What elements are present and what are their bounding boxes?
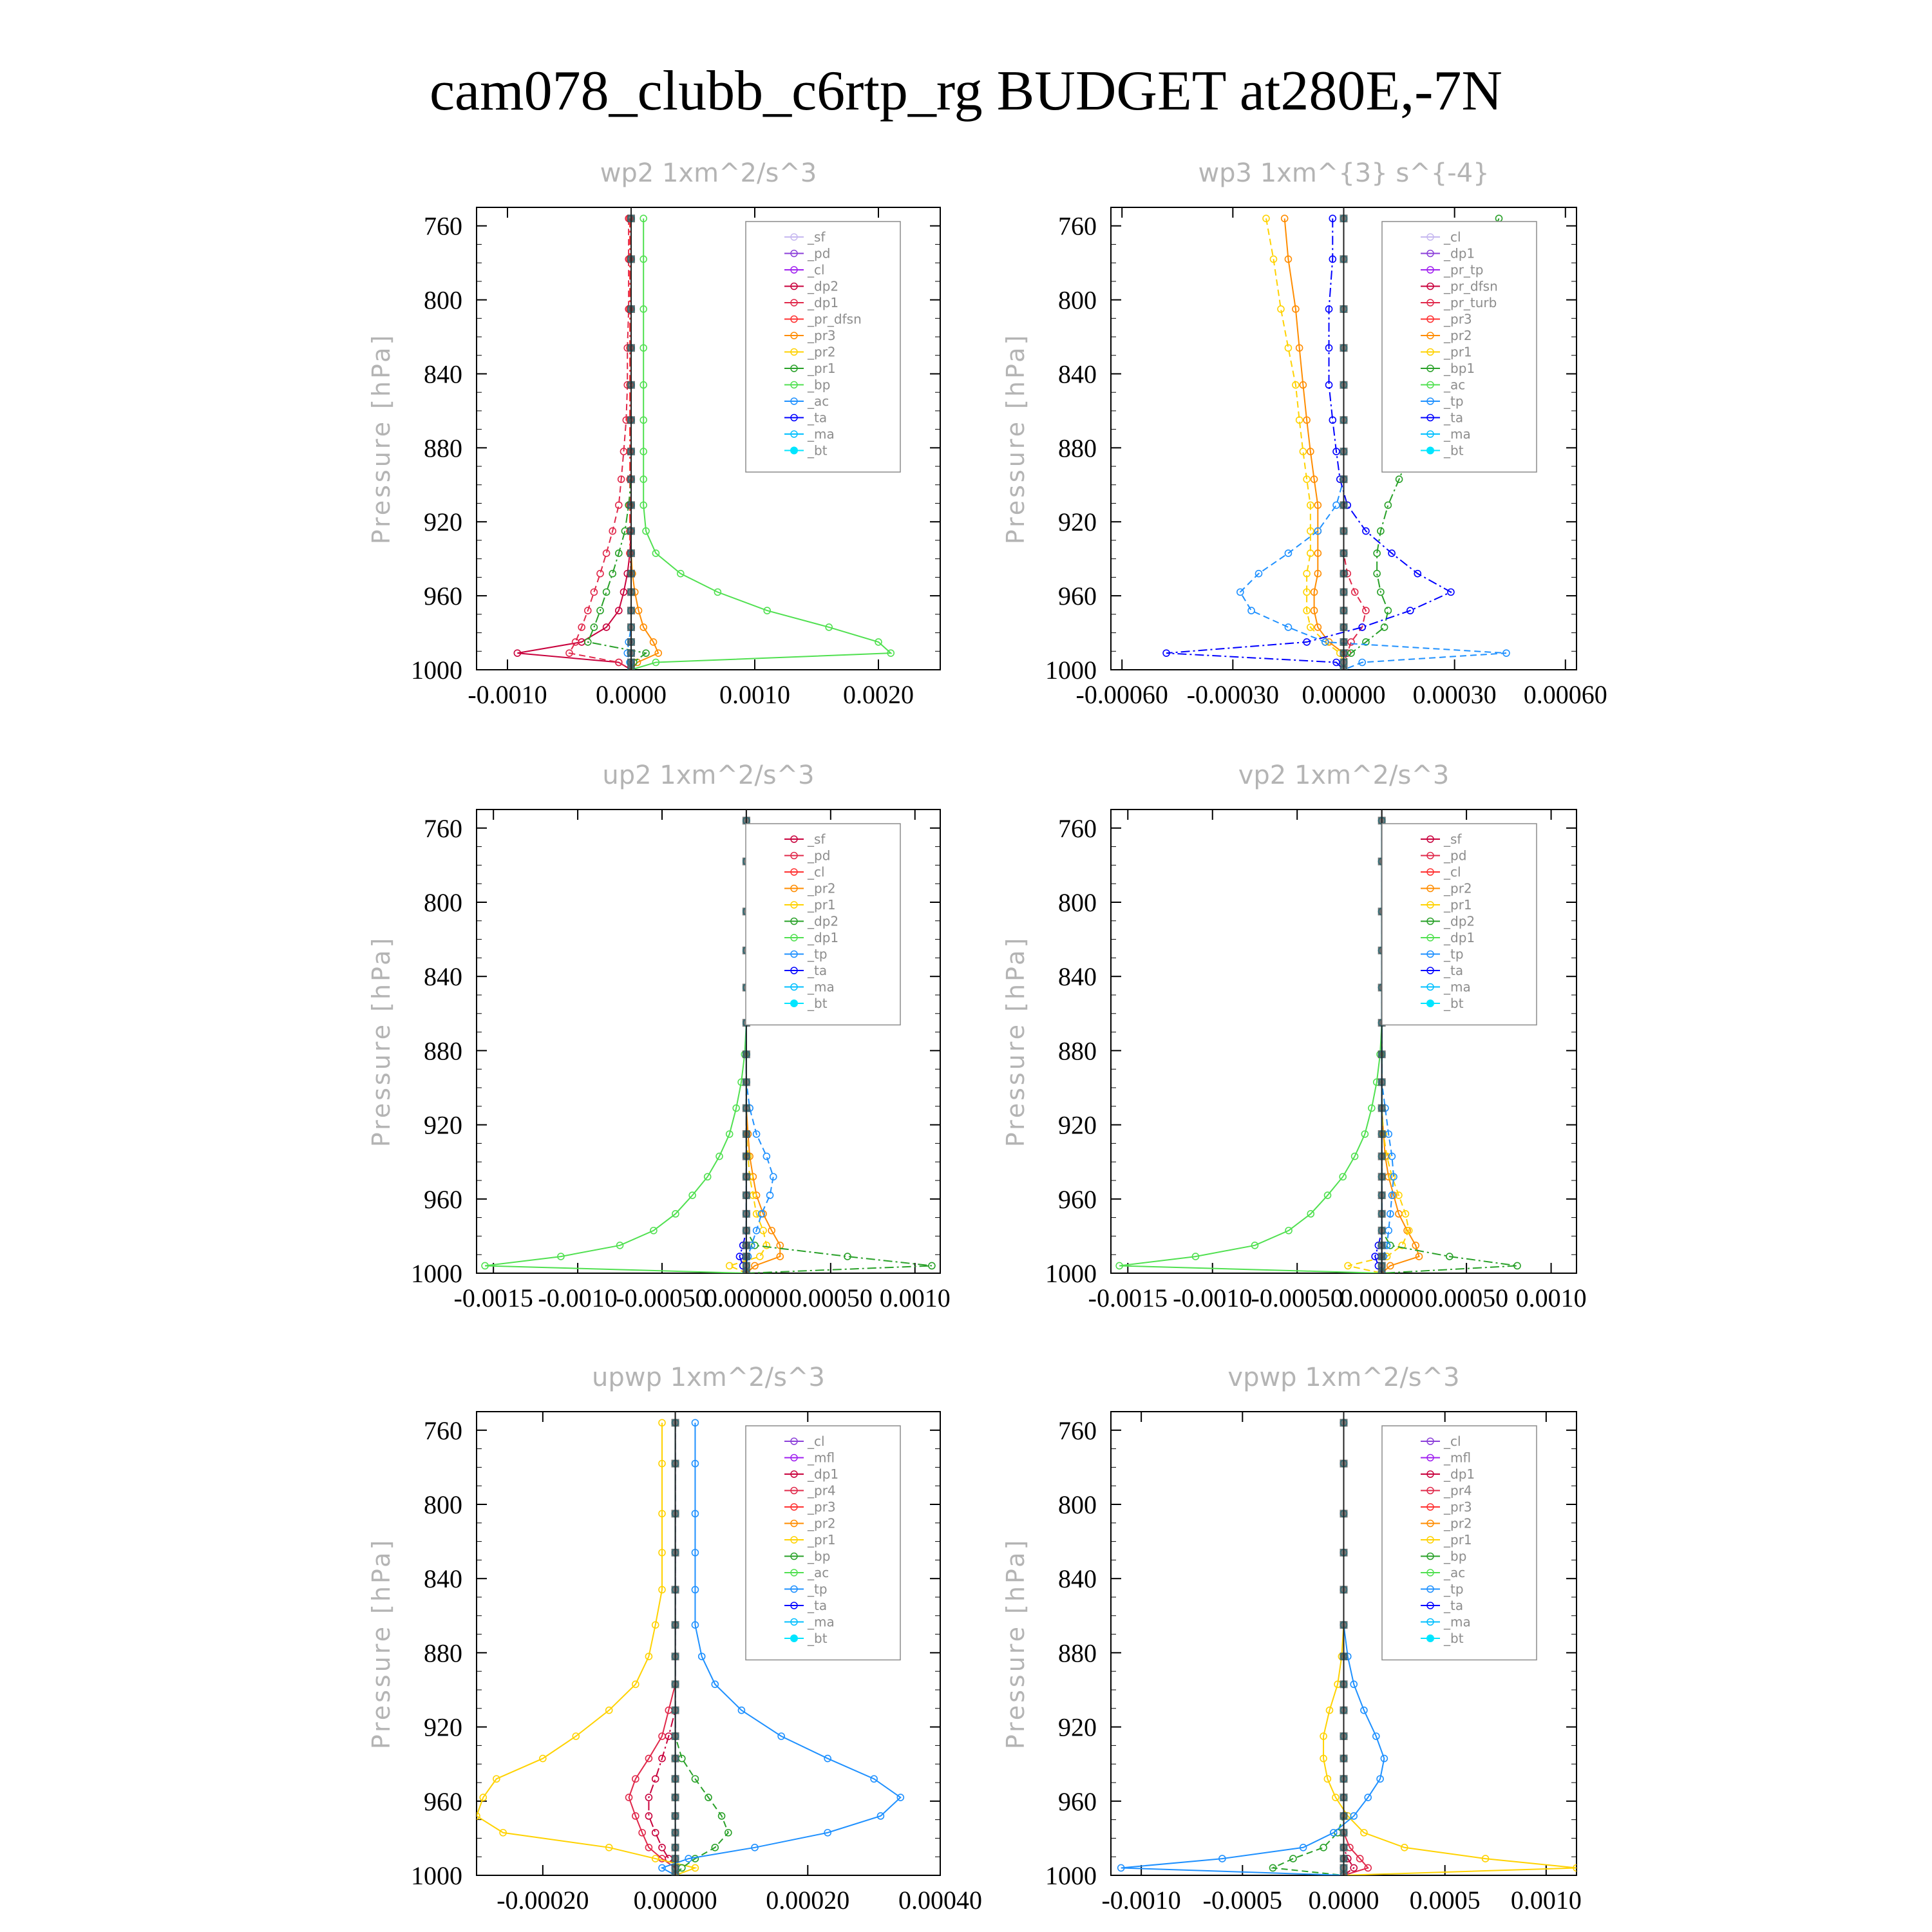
legend-label: _dp2 xyxy=(1444,913,1475,929)
legend-label: _ac xyxy=(808,393,829,409)
data-point xyxy=(609,571,616,577)
x-tick-label: 0.00000 xyxy=(704,1283,788,1312)
legend-label: _tp xyxy=(808,1581,828,1597)
y-tick-label: 880 xyxy=(424,433,462,463)
legend-label: _pr1 xyxy=(1444,897,1472,913)
legend-label: _ta xyxy=(808,1598,828,1613)
x-tick-label: -0.0010 xyxy=(538,1283,618,1312)
legend-label: _ma xyxy=(1444,979,1471,995)
legend-label: _mfl xyxy=(808,1450,835,1466)
x-tick-label: -0.0015 xyxy=(453,1283,533,1312)
data-point xyxy=(1285,624,1291,630)
x-tick-label: -0.0010 xyxy=(1101,1886,1181,1915)
y-tick-label: 840 xyxy=(424,1564,462,1594)
y-tick-label: 760 xyxy=(1058,211,1097,241)
legend-label: _ma xyxy=(1444,1614,1471,1630)
x-tick-label: -0.0010 xyxy=(1173,1283,1253,1312)
y-tick-label: 800 xyxy=(424,888,462,917)
x-tick-label: 0.00030 xyxy=(1412,680,1497,709)
panel-title: vpwp 1xm^2/s^3 xyxy=(1227,1363,1460,1392)
legend-label: _pr2 xyxy=(808,344,836,360)
series-line xyxy=(477,1423,695,1875)
y-tick-label: 1000 xyxy=(411,1259,462,1288)
legend-label: _mfl xyxy=(1444,1450,1472,1466)
series-tp xyxy=(1118,1419,1388,1879)
series-pr4 xyxy=(1341,1419,1372,1879)
legend-label: _ac xyxy=(808,1565,829,1580)
x-tick-label: 0.0000 xyxy=(596,680,667,709)
panel-title: upwp 1xm^2/s^3 xyxy=(592,1363,825,1392)
panel-1 xyxy=(367,158,940,709)
legend-label: _ac xyxy=(1444,1565,1466,1580)
legend-label: _cl xyxy=(808,262,825,278)
y-tick-label: 960 xyxy=(424,1184,462,1214)
legend-label: _dp1 xyxy=(1444,1466,1475,1482)
legend-label: _bp xyxy=(1444,1548,1467,1564)
y-tick-label: 920 xyxy=(1058,507,1097,537)
x-tick-label: 0.0020 xyxy=(843,680,914,709)
y-tick-label: 960 xyxy=(1058,582,1097,611)
y-tick-label: 840 xyxy=(1058,1564,1097,1594)
legend-label: _ac xyxy=(1444,377,1466,393)
y-tick-label: 840 xyxy=(1058,359,1097,389)
y-tick-label: 880 xyxy=(424,1638,462,1668)
legend xyxy=(1382,824,1537,1025)
data-point xyxy=(1248,607,1255,614)
legend-label: _cl xyxy=(1444,864,1461,880)
x-tick-label: 0.0005 xyxy=(1409,1886,1481,1915)
legend xyxy=(1382,1426,1537,1660)
series-dp1 xyxy=(482,817,750,1276)
legend-label: _bt xyxy=(1444,1631,1464,1646)
legend-label: _pr4 xyxy=(808,1482,836,1499)
data-point xyxy=(652,1776,659,1782)
legend-label: _pr1 xyxy=(1444,1532,1472,1548)
panel-2 xyxy=(1001,158,1607,709)
panels xyxy=(367,158,1607,1915)
legend-label: _ma xyxy=(808,979,835,995)
legend xyxy=(1382,222,1537,472)
legend-label: _dp1 xyxy=(808,295,839,310)
panel-4 xyxy=(1001,761,1587,1312)
x-tick-label: 0.00060 xyxy=(1523,680,1607,709)
y-axis-label: Pressure [hPa] xyxy=(367,1537,395,1750)
legend-label: _bt xyxy=(1444,442,1464,459)
legend-label: _ta xyxy=(1444,1598,1464,1613)
y-axis-label: Pressure [hPa] xyxy=(367,332,395,545)
legend-label: _sf xyxy=(1444,831,1462,847)
legend-marker xyxy=(1426,1634,1434,1642)
legend-label: _pr3 xyxy=(1444,1499,1472,1515)
legend xyxy=(746,824,900,1025)
legend-label: _ma xyxy=(808,426,835,442)
series-pr1 xyxy=(1263,215,1347,673)
x-tick-label: 0.00040 xyxy=(898,1886,982,1915)
legend-label: _pr1 xyxy=(808,1532,836,1548)
series-pr3 xyxy=(628,215,661,673)
data-point xyxy=(1333,502,1340,508)
y-tick-label: 960 xyxy=(424,1786,462,1816)
y-axis-label: Pressure [hPa] xyxy=(1001,332,1030,545)
legend-label: _pr2 xyxy=(1444,1515,1472,1531)
x-tick-label: -0.00050 xyxy=(616,1283,708,1312)
series-line xyxy=(517,218,631,670)
legend-label: _pr1 xyxy=(1444,344,1472,360)
y-tick-label: 1000 xyxy=(411,1861,462,1890)
series-line xyxy=(1121,1423,1385,1875)
legend-label: _cl xyxy=(808,864,825,880)
y-tick-label: 840 xyxy=(424,359,462,389)
legend-label: _pr3 xyxy=(808,1499,836,1515)
y-tick-label: 880 xyxy=(424,1036,462,1066)
legend-label: _dp1 xyxy=(1444,930,1475,945)
y-tick-label: 840 xyxy=(1058,962,1097,992)
legend-label: _dp2 xyxy=(808,913,839,929)
series-dp1 xyxy=(566,215,634,673)
y-tick-label: 800 xyxy=(1058,1490,1097,1519)
data-point xyxy=(603,589,610,595)
y-tick-label: 920 xyxy=(424,1712,462,1742)
data-point xyxy=(573,639,579,645)
legend-marker xyxy=(1426,447,1434,455)
series-pr-turb xyxy=(1341,215,1369,673)
legend-label: _ta xyxy=(808,410,828,426)
series-line xyxy=(569,218,631,670)
data-point xyxy=(591,589,597,595)
y-tick-label: 1000 xyxy=(1045,1259,1097,1288)
figure-title: cam078_clubb_c6rtp_rg BUDGET at280E,-7N xyxy=(430,60,1502,122)
series-line xyxy=(1266,218,1344,670)
legend-label: _pd xyxy=(1444,848,1467,864)
legend-label: _pr_tp xyxy=(1444,262,1484,278)
legend-label: _pr2 xyxy=(1444,880,1472,896)
legend-label: _cl xyxy=(808,1434,825,1449)
legend-marker xyxy=(790,447,798,455)
legend-label: _cl xyxy=(1444,229,1461,245)
series-dp2 xyxy=(514,215,634,673)
y-tick-label: 800 xyxy=(424,285,462,315)
y-tick-label: 880 xyxy=(1058,1638,1097,1668)
legend-label: _dp1 xyxy=(808,930,839,945)
legend-label: _tp xyxy=(1444,393,1464,409)
legend-label: _pd xyxy=(808,245,831,261)
data-point xyxy=(597,571,603,577)
legend-label: _bp xyxy=(808,1548,831,1564)
legend-label: _pr_turb xyxy=(1444,295,1497,310)
legend-label: _sf xyxy=(808,831,826,847)
x-tick-label: -0.00050 xyxy=(1251,1283,1343,1312)
legend-label: _dp1 xyxy=(808,1466,839,1482)
y-tick-label: 800 xyxy=(1058,888,1097,917)
series-line xyxy=(676,1423,728,1875)
y-tick-label: 960 xyxy=(424,582,462,611)
legend-label: _pr2 xyxy=(808,880,836,896)
legend-label: _ma xyxy=(1444,426,1471,442)
series-pr4 xyxy=(626,1419,679,1879)
series-line xyxy=(631,218,658,670)
legend-label: _pr4 xyxy=(1444,1482,1472,1499)
legend-label: _pr1 xyxy=(808,897,836,913)
y-tick-label: 760 xyxy=(1058,813,1097,843)
data-point xyxy=(1320,1844,1327,1851)
legend-label: _ma xyxy=(808,1614,835,1630)
series-pr2 xyxy=(1282,215,1347,673)
series-pr1 xyxy=(473,1419,698,1879)
legend-marker xyxy=(1426,999,1434,1007)
legend xyxy=(746,1426,900,1660)
legend-label: _bt xyxy=(808,1631,828,1646)
legend-label: _pr2 xyxy=(1444,328,1472,343)
y-tick-label: 800 xyxy=(1058,285,1097,315)
y-tick-label: 1000 xyxy=(411,656,462,685)
y-tick-label: 960 xyxy=(1058,1786,1097,1816)
panel-title: wp2 1xm^2/s^3 xyxy=(600,158,817,188)
panel-title: up2 1xm^2/s^3 xyxy=(602,761,815,790)
series-bp xyxy=(1269,1419,1347,1879)
x-tick-label: 0.0010 xyxy=(1515,1283,1587,1312)
y-tick-label: 920 xyxy=(1058,1110,1097,1140)
x-tick-label: -0.0010 xyxy=(468,680,547,709)
series-dp1 xyxy=(1116,817,1385,1276)
panel-title: vp2 1xm^2/s^3 xyxy=(1238,761,1450,790)
y-axis-label: Pressure [hPa] xyxy=(367,935,395,1148)
x-tick-label: 0.0010 xyxy=(719,680,790,709)
panel-3 xyxy=(367,761,951,1312)
legend-label: _pr3 xyxy=(1444,311,1472,327)
x-tick-label: -0.00030 xyxy=(1186,680,1280,709)
data-point xyxy=(1374,571,1380,577)
legend-label: _bt xyxy=(808,442,828,459)
y-tick-label: 760 xyxy=(1058,1416,1097,1445)
x-tick-label: -0.00020 xyxy=(497,1886,589,1915)
y-tick-label: 920 xyxy=(424,1110,462,1140)
y-tick-label: 880 xyxy=(1058,433,1097,463)
y-tick-label: 840 xyxy=(424,962,462,992)
series-line xyxy=(629,1423,676,1875)
legend-label: _ta xyxy=(1444,963,1464,978)
y-tick-label: 800 xyxy=(424,1490,462,1519)
legend-marker xyxy=(790,1634,798,1642)
panel-title: wp3 1xm^{3} s^{-4} xyxy=(1198,158,1490,188)
y-tick-label: 760 xyxy=(424,813,462,843)
legend-label: _tp xyxy=(1444,1581,1464,1597)
x-tick-label: -0.0005 xyxy=(1202,1886,1282,1915)
legend-label: _pr1 xyxy=(808,361,836,376)
panel-5 xyxy=(367,1363,982,1915)
x-tick-label: 0.00050 xyxy=(788,1283,873,1312)
data-point xyxy=(726,1262,733,1269)
data-point xyxy=(652,1830,659,1836)
legend-label: _ta xyxy=(1444,410,1464,426)
legend-label: _pr_dfsn xyxy=(808,311,862,327)
series-line xyxy=(1344,218,1366,670)
y-tick-label: 960 xyxy=(1058,1184,1097,1214)
x-tick-label: 0.0010 xyxy=(879,1283,951,1312)
y-tick-label: 1000 xyxy=(1045,656,1097,685)
x-tick-label: 0.00050 xyxy=(1425,1283,1509,1312)
legend-label: _tp xyxy=(1444,946,1464,962)
legend-label: _dp2 xyxy=(808,278,839,294)
legend-label: _bt xyxy=(1444,996,1464,1011)
x-tick-label: 0.00020 xyxy=(766,1886,850,1915)
legend-label: _bp1 xyxy=(1444,361,1475,376)
legend-label: _cl xyxy=(1444,1434,1461,1449)
legend-label: _pr_dfsn xyxy=(1444,278,1498,294)
series-pr1 xyxy=(585,215,649,673)
data-point xyxy=(763,1153,770,1160)
y-axis-label: Pressure [hPa] xyxy=(1001,935,1030,1148)
y-tick-label: 920 xyxy=(1058,1712,1097,1742)
legend-label: _pr2 xyxy=(808,1515,836,1531)
legend-label: _bt xyxy=(808,996,828,1011)
legend-label: _bp xyxy=(808,377,831,393)
y-tick-label: 880 xyxy=(1058,1036,1097,1066)
y-tick-label: 920 xyxy=(424,507,462,537)
x-tick-label: -0.00060 xyxy=(1075,680,1168,709)
x-tick-label: 0.0010 xyxy=(1510,1886,1582,1915)
y-tick-label: 760 xyxy=(424,211,462,241)
series-line xyxy=(485,820,746,1273)
y-axis-label: Pressure [hPa] xyxy=(1001,1537,1030,1750)
legend-label: _pr3 xyxy=(808,328,836,343)
panel-6 xyxy=(1001,1363,1582,1915)
data-point xyxy=(757,1253,763,1260)
legend xyxy=(746,222,900,472)
x-tick-label: 0.00000 xyxy=(1302,680,1386,709)
series-bp xyxy=(672,1419,732,1879)
x-tick-label: 0.00000 xyxy=(1340,1283,1424,1312)
legend-label: _tp xyxy=(808,946,828,962)
y-tick-label: 760 xyxy=(424,1416,462,1445)
x-tick-label: 0.00000 xyxy=(633,1886,717,1915)
legend-marker xyxy=(790,999,798,1007)
x-tick-label: 0.0000 xyxy=(1308,1886,1379,1915)
data-point xyxy=(679,1864,685,1871)
series-line xyxy=(1119,820,1382,1273)
legend-label: _ta xyxy=(808,963,828,978)
y-tick-label: 1000 xyxy=(1045,1861,1097,1890)
legend-label: _pd xyxy=(808,848,831,864)
legend-label: _sf xyxy=(808,229,826,245)
series-line xyxy=(1273,1423,1343,1875)
x-tick-label: -0.0015 xyxy=(1088,1283,1168,1312)
series-line xyxy=(1344,1423,1354,1875)
legend-label: _dp1 xyxy=(1444,245,1475,261)
